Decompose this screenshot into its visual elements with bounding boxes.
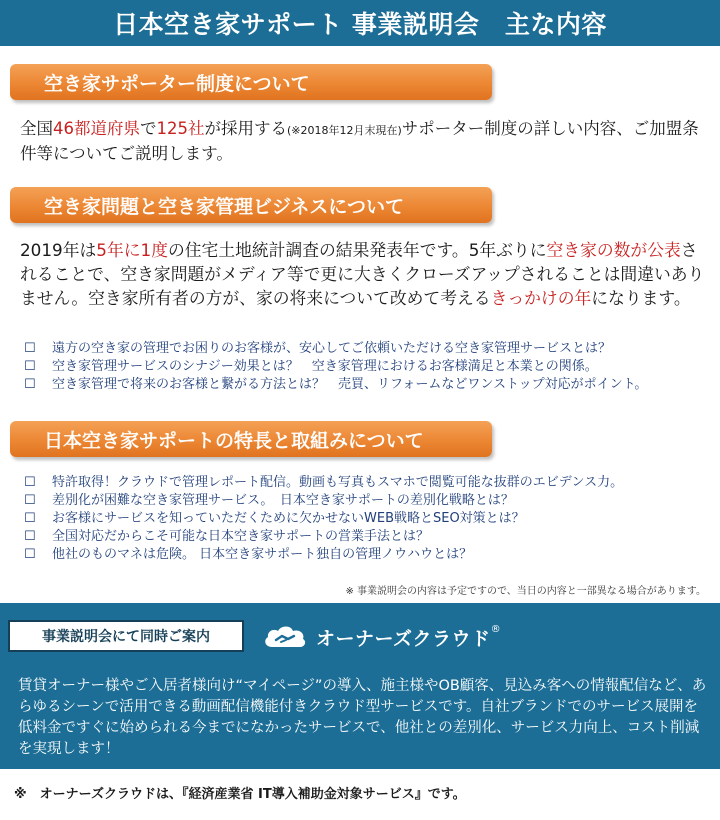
simultaneous-notice-label: 事業説明会にて同時ご案内 — [10, 622, 242, 650]
list-item — [24, 492, 714, 510]
section-header-company-features: 日本空き家サポートの特長と取組みについて — [10, 421, 492, 457]
subsidy-note: ※ オーナーズクラウドは、『経済産業省 IT導入補助金対象サービス』です。 — [14, 787, 466, 802]
text: されることで、空き家問題がメディア等で更に大きくクローズアップされることは間違いありません。空き家所有者の方が、家の将来について改めて考える — [20, 240, 705, 308]
bullet-list-company-features — [24, 474, 714, 564]
bullet-list-vacant-house-business — [24, 340, 714, 394]
list-item — [24, 546, 714, 564]
checkbox-square-icon: ☐ — [24, 475, 36, 490]
section-header-supporter-system: 空き家サポーター制度について — [10, 64, 492, 100]
text: サポーター制度の詳しい内容、ご加盟条件等についてご説明します。 — [20, 119, 699, 163]
text: で — [140, 119, 157, 138]
highlight-text: 46都道府県 — [53, 119, 140, 138]
list-item-text: 空き家管理サービスのシナジー効果とは？ 空き家管理におけるお客様満足と本業との関係。 — [52, 359, 598, 374]
list-item-text: 全国対応だからこそ可能な日本空き家サポートの営業手法とは？ — [52, 529, 430, 544]
highlight-text: 125社 — [156, 119, 205, 138]
list-item — [24, 474, 714, 492]
list-item-text: 他社のものマネは危険。 日本空き家サポート独自の管理ノウハウとは？ — [52, 547, 473, 562]
list-item-text: 空き家管理で将来のお客様と繋がる方法とは？ 売買、リフォームなどワンストップ対応がポイント。 — [52, 377, 648, 392]
cloud-handshake-icon — [262, 623, 308, 651]
text: の住宅土地統計調査の結果発表年です。5年ぶりに — [167, 240, 547, 260]
checkbox-square-icon: ☐ — [24, 529, 36, 544]
list-item-text: 差別化が困難な空き家管理サービス。 日本空き家サポートの差別化戦略とは？ — [52, 493, 514, 508]
highlight-text: 空き家の数が公表 — [546, 240, 681, 260]
checkbox-square-icon: ☐ — [24, 359, 36, 374]
checkbox-square-icon: ☐ — [24, 493, 36, 508]
list-item — [24, 340, 714, 358]
text: が採用する — [204, 119, 287, 138]
list-item-text: 特許取得！クラウドで管理レポート配信。動画も写真もスマホで閲覧可能な抜群のエビデンス力。 — [52, 475, 624, 490]
checkbox-square-icon: ☐ — [24, 511, 36, 526]
list-item — [24, 510, 714, 528]
list-item — [24, 376, 714, 394]
list-item — [24, 358, 714, 376]
logo-text: オーナーズクラウド — [316, 627, 491, 650]
list-item — [24, 528, 714, 546]
schedule-note: ※ 事業説明会の内容は予定ですので、当日の内容と一部異なる場合があります。 — [345, 586, 706, 597]
owners-cloud-description: 賃貸オーナー様やご入居者様向け“マイページ”の導入、施主様やOB顧客、見込み客への情報配信など、あらゆるシーンで活用できる動画配信機能付きクラウド型サービスです。自社ブランドでのサービス展開を低料金ですぐに始められる今までになかったサービスで、他社との差別化、サービス力向上、コスト削減を実現します！ — [18, 678, 707, 757]
list-item-text: 遠方の空き家の管理でお困りのお客様が、安心してご依頼いただける空き家管理サービスとは？ — [52, 341, 612, 356]
owners-cloud-logo — [262, 620, 501, 654]
section-paragraph-supporter-system — [20, 117, 710, 165]
text: 2019年は — [20, 240, 97, 260]
list-item-text: お客様にサービスを知っていただくために欠かせないWEB戦略とSEO対策とは？ — [52, 511, 525, 526]
text: になります。 — [591, 288, 691, 308]
checkbox-square-icon: ☐ — [24, 341, 36, 356]
text: 全国 — [20, 119, 53, 138]
highlight-text: きっかけの年 — [490, 288, 592, 308]
highlight-text: 5年に1度 — [96, 240, 168, 260]
registered-mark: ® — [490, 624, 501, 635]
checkbox-square-icon: ☐ — [24, 377, 36, 392]
page-title: 日本空き家サポート 事業説明会 主な内容 — [0, 0, 720, 46]
date-note: (※2018年12月末現在) — [287, 124, 402, 137]
section-header-vacant-house-business: 空き家問題と空き家管理ビジネスについて — [10, 187, 492, 223]
checkbox-square-icon: ☐ — [24, 547, 36, 562]
section-paragraph-vacant-house-business — [20, 238, 710, 310]
